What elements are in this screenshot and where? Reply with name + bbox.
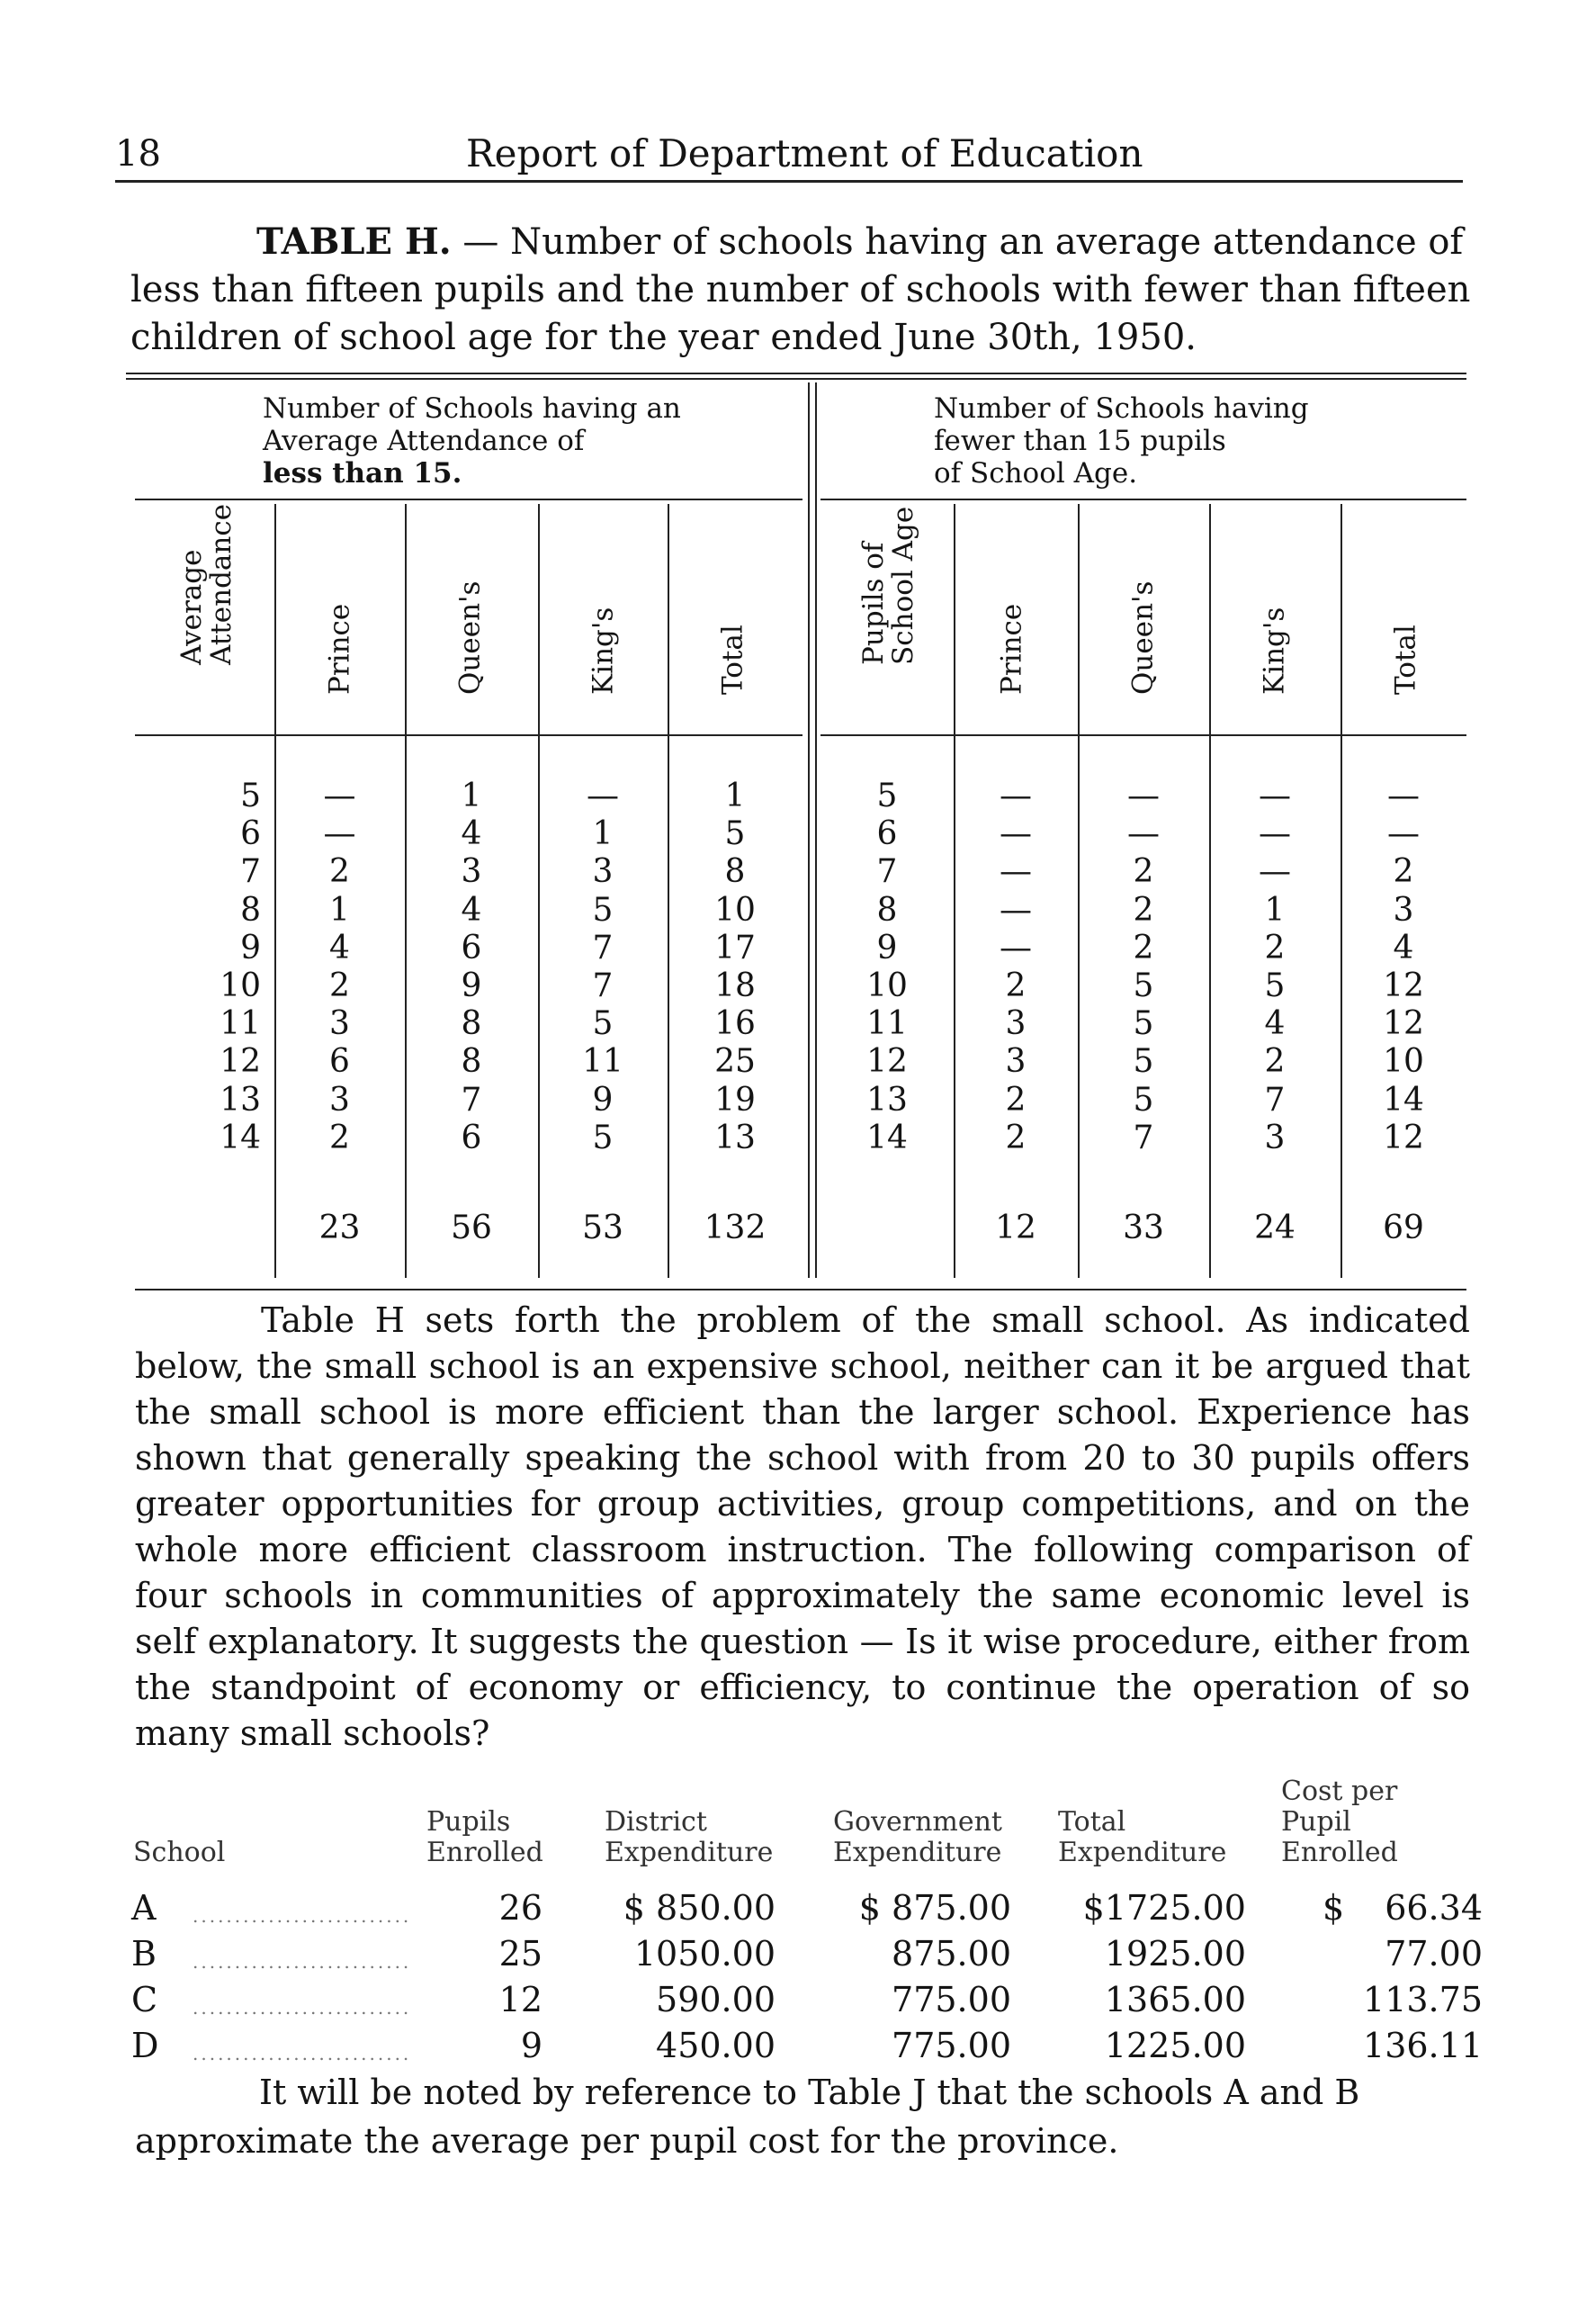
- cell-pupils-school-age: 7: [876, 853, 898, 890]
- cell-queens-2: 5: [1133, 1005, 1154, 1042]
- cell-kings: 5: [592, 1120, 614, 1156]
- cost-cell-total: 1925.00: [1104, 1934, 1246, 1974]
- cost-header-cost-2: Pupil: [1281, 1806, 1351, 1838]
- cost-cell-school: D: [131, 2026, 159, 2065]
- col-divider: [1078, 504, 1080, 1278]
- cell-prince-2: —: [1000, 892, 1032, 929]
- cell-prince-2: —: [1000, 930, 1032, 967]
- cell-total-2: 10: [1383, 1043, 1424, 1080]
- cost-cell-district: $ 850.00: [623, 1888, 776, 1928]
- cell-kings-2: 5: [1264, 967, 1286, 1004]
- cell-pupils-school-age: 14: [866, 1120, 908, 1156]
- table-bottom-rule: [135, 1289, 1466, 1290]
- group-divider: [808, 382, 810, 1278]
- cell-total: 8: [724, 853, 746, 890]
- left-group-line2: Average Attendance of: [263, 425, 585, 457]
- col-header-average-attendance: Average Attendance: [175, 503, 238, 665]
- cell-total: 18: [714, 967, 756, 1004]
- cell-queens-2: 2: [1133, 853, 1154, 890]
- cost-cell-cost-per-pupil: 136.11: [1363, 2026, 1483, 2065]
- cell-kings-2: —: [1259, 853, 1291, 890]
- col-divider: [405, 504, 407, 1278]
- cell-queens-2: 7: [1133, 1120, 1154, 1156]
- cell-prince-2: 2: [1005, 967, 1027, 1004]
- cell-queens: 7: [461, 1082, 482, 1119]
- cell-kings-2: 3: [1264, 1120, 1286, 1156]
- col-divider: [1340, 504, 1342, 1278]
- cell-average-attendance: 6: [240, 815, 261, 852]
- cell-total-2: 3: [1393, 892, 1414, 929]
- leader-dots: ..........................: [193, 1997, 412, 2019]
- cell-kings: 5: [592, 892, 614, 929]
- total-kings-2: 24: [1254, 1209, 1296, 1246]
- col-divider: [274, 504, 276, 1278]
- cell-kings-2: —: [1259, 778, 1291, 814]
- cell-queens: 6: [461, 930, 482, 967]
- right-group-header: [934, 392, 1309, 490]
- cell-prince: 4: [329, 930, 350, 967]
- leader-dots: ..........................: [193, 1905, 412, 1927]
- cell-total-2: 14: [1383, 1082, 1424, 1119]
- cell-queens-2: 2: [1133, 892, 1154, 929]
- col-divider: [668, 504, 669, 1278]
- total-queens: 56: [451, 1209, 492, 1246]
- cell-pupils-school-age: 11: [866, 1005, 908, 1042]
- cell-queens-2: 5: [1133, 1082, 1154, 1119]
- cost-cell-total: 1365.00: [1104, 1980, 1246, 2019]
- total-prince-2: 12: [995, 1209, 1036, 1246]
- cell-queens: 8: [461, 1005, 482, 1042]
- cell-total-2: 12: [1383, 1120, 1424, 1156]
- page-number: 18: [115, 133, 161, 175]
- cell-kings-2: 7: [1264, 1082, 1286, 1119]
- cell-kings: 3: [592, 853, 614, 890]
- cost-cell-district: 590.00: [656, 1980, 776, 2019]
- cost-cell-cost-per-pupil: 113.75: [1363, 1980, 1483, 2019]
- cell-kings: 5: [592, 1005, 614, 1042]
- cell-queens-2: 5: [1133, 1043, 1154, 1080]
- cell-queens-2: 2: [1133, 930, 1154, 967]
- cost-header-cost-1: Cost per: [1281, 1776, 1398, 1807]
- cell-kings: 9: [592, 1082, 614, 1119]
- col-divider: [538, 504, 540, 1278]
- cell-pupils-school-age: 10: [866, 967, 908, 1004]
- closing-paragraph: [135, 2068, 1470, 2165]
- cell-queens-2: 5: [1133, 967, 1154, 1004]
- caption-label: TABLE H.: [256, 220, 452, 263]
- cell-total-2: 12: [1383, 967, 1424, 1004]
- cell-average-attendance: 12: [220, 1043, 261, 1080]
- cell-kings: 7: [592, 930, 614, 967]
- cell-total: 17: [714, 930, 756, 967]
- cost-header-cost-per-pupil: [1281, 1776, 1398, 1868]
- table-top-rule: [126, 373, 1466, 374]
- col-header-pupils-school-age: Pupils of School Age: [856, 506, 919, 665]
- cost-cell-district: 1050.00: [633, 1934, 776, 1974]
- cell-pupils-school-age: 12: [866, 1043, 908, 1080]
- left-group-line1: Number of Schools having an: [263, 392, 681, 425]
- cost-cell-government: $ 875.00: [858, 1888, 1011, 1928]
- cost-header-pupils: [426, 1807, 543, 1868]
- cell-pupils-school-age: 5: [876, 778, 898, 814]
- right-group-line2: fewer than 15 pupils: [934, 425, 1226, 457]
- cell-kings: 1: [592, 815, 614, 852]
- body-paragraph-text: Table H sets forth the problem of the small school. As indicated below, the small school is an expensive school, neither can it be argued that the small school is more efficient than the larger school. Experience has shown that generally speaking the school with from 20 to 30 pupils offers greater opportunities for group activities, group competitions, and on the whole more efficient classroom instruction. The following comparison of four schools in communities of approximately the same economic level is self explanatory. It suggests the question — Is it wise procedure, either from the standpoint of economy or efficiency, to continue the operation of so many small schools?: [135, 1300, 1470, 1753]
- col-header-kings: King's: [587, 607, 619, 695]
- header-rule: [115, 180, 1463, 183]
- col-divider: [1209, 504, 1211, 1278]
- col-header-total: Total: [716, 625, 749, 695]
- cost-header-school: School: [133, 1837, 226, 1868]
- cost-header-total-2: Expenditure: [1058, 1837, 1227, 1868]
- cell-kings-2: 4: [1264, 1005, 1286, 1042]
- col-header-queens: Queen's: [453, 580, 486, 695]
- cell-total-2: 12: [1383, 1005, 1424, 1042]
- cell-prince: —: [323, 815, 356, 852]
- total-prince: 23: [318, 1209, 361, 1246]
- cell-total: 5: [724, 815, 746, 852]
- cost-cell-cost-per-pupil: 66.34: [1385, 1888, 1483, 1928]
- cell-queens: 4: [461, 815, 482, 852]
- cell-pupils-school-age: 8: [876, 892, 898, 929]
- cell-total-2: 2: [1393, 853, 1414, 890]
- cell-prince: 6: [329, 1043, 350, 1080]
- cell-average-attendance: 7: [240, 853, 261, 890]
- cost-header-total-1: Total: [1058, 1806, 1126, 1838]
- cell-total: 1: [724, 778, 746, 814]
- cell-kings-2: 2: [1264, 1043, 1286, 1080]
- cell-queens: 3: [461, 853, 482, 890]
- cell-pupils-school-age: 13: [866, 1082, 908, 1119]
- cost-header-district-2: Expenditure: [605, 1837, 774, 1868]
- cell-average-attendance: 10: [220, 967, 261, 1004]
- cell-kings-2: 2: [1264, 930, 1286, 967]
- cell-average-attendance: 14: [220, 1120, 261, 1156]
- table-caption: [130, 218, 1471, 362]
- total-total-2: 69: [1383, 1209, 1424, 1246]
- cell-average-attendance: 13: [220, 1082, 261, 1119]
- cell-prince-2: 3: [1005, 1005, 1027, 1042]
- closing-paragraph-text: It will be noted by reference to Table J that the schools A and B approximate the average per pupil cost for the province.: [135, 2073, 1360, 2161]
- cell-prince-2: —: [1000, 853, 1032, 890]
- cost-header-cost-3: Enrolled: [1281, 1837, 1398, 1868]
- cell-queens: 6: [461, 1120, 482, 1156]
- cost-header-pupils-1: Pupils: [426, 1806, 511, 1838]
- cell-average-attendance: 9: [240, 930, 261, 967]
- cell-prince: 2: [329, 1120, 350, 1156]
- cell-prince: —: [323, 778, 356, 814]
- cell-prince: 3: [329, 1082, 350, 1119]
- cell-kings-2: —: [1259, 815, 1291, 852]
- cell-total: 13: [714, 1120, 756, 1156]
- cell-average-attendance: 8: [240, 892, 261, 929]
- table-top-rule-2: [126, 378, 1466, 380]
- total-queens-2: 33: [1123, 1209, 1164, 1246]
- cost-header-district: [605, 1807, 773, 1868]
- col-header-queens-2: Queen's: [1126, 580, 1159, 695]
- right-group-line3: of School Age.: [934, 457, 1138, 490]
- cell-total: 16: [714, 1005, 756, 1042]
- cell-average-attendance: 11: [220, 1005, 261, 1042]
- cell-prince: 2: [329, 853, 350, 890]
- cost-cell-pupils: 25: [498, 1934, 542, 1974]
- group-divider-2: [815, 382, 817, 1278]
- cost-header-pupils-2: Enrolled: [426, 1837, 543, 1868]
- cell-kings: —: [587, 778, 619, 814]
- left-header-bottom-rule: [135, 734, 802, 736]
- cost-cell-pupils: 26: [498, 1888, 542, 1928]
- cell-prince-2: 2: [1005, 1120, 1027, 1156]
- leader-dots: ..........................: [193, 2043, 412, 2064]
- cell-total: 25: [714, 1043, 756, 1080]
- total-kings: 53: [582, 1209, 623, 1246]
- cell-queens-2: —: [1127, 778, 1160, 814]
- cost-cell-cost-per-pupil: 77.00: [1385, 1934, 1483, 1974]
- cost-cell-pupils: 12: [498, 1980, 542, 2019]
- cost-header-govt-2: Expenditure: [833, 1837, 1002, 1868]
- cell-total: 10: [714, 892, 756, 929]
- cost-cell-school: B: [131, 1934, 157, 1974]
- cell-prince-2: 3: [1005, 1043, 1027, 1080]
- cost-cell-government: 775.00: [892, 2026, 1011, 2065]
- right-group-line1: Number of Schools having: [934, 392, 1309, 425]
- cost-cell-pupils: 9: [520, 2026, 542, 2065]
- cost-cell-school: A: [131, 1888, 157, 1928]
- running-title: Report of Department of Education: [466, 131, 1143, 175]
- cost-cell-total: $1725.00: [1082, 1888, 1246, 1928]
- total-total: 132: [704, 1209, 767, 1246]
- cell-pupils-school-age: 6: [876, 815, 898, 852]
- cell-prince: 2: [329, 967, 350, 1004]
- cost-cell-government: 775.00: [892, 1980, 1011, 2019]
- cell-pupils-school-age: 9: [876, 930, 898, 967]
- cell-prince: 3: [329, 1005, 350, 1042]
- cell-total-2: 4: [1393, 930, 1414, 967]
- cell-queens: 8: [461, 1043, 482, 1080]
- left-group-header: [263, 392, 681, 490]
- cost-header-district-1: District: [605, 1806, 707, 1838]
- cell-total-2: —: [1387, 778, 1420, 814]
- cost-header-total: [1058, 1807, 1226, 1868]
- cell-average-attendance: 5: [240, 778, 261, 814]
- cost-cell-currency-symbol: $: [1323, 1888, 1345, 1928]
- cell-prince-2: —: [1000, 778, 1032, 814]
- col-header-prince-2: Prince: [995, 603, 1027, 695]
- body-paragraph: [135, 1298, 1470, 1757]
- col-header-kings-2: King's: [1258, 607, 1290, 695]
- cell-prince-2: —: [1000, 815, 1032, 852]
- cell-total-2: —: [1387, 815, 1420, 852]
- cost-header-govt-1: Government: [833, 1806, 1002, 1838]
- cell-kings: 7: [592, 967, 614, 1004]
- col-header-prince: Prince: [323, 603, 355, 695]
- cell-queens-2: —: [1127, 815, 1160, 852]
- cell-queens: 4: [461, 892, 482, 929]
- right-header-bottom-rule: [820, 734, 1466, 736]
- cost-cell-government: 875.00: [892, 1934, 1011, 1974]
- cell-prince-2: 2: [1005, 1082, 1027, 1119]
- cost-header-government: [833, 1807, 1002, 1868]
- cell-kings-2: 1: [1264, 892, 1286, 929]
- col-header-total-2: Total: [1389, 625, 1421, 695]
- cell-queens: 9: [461, 967, 482, 1004]
- col-divider: [954, 504, 955, 1278]
- caption-text: — Number of schools having an average attendance of less than fifteen pupils and the number of schools with fewer than fifteen children of school age for the year ended June 30th, 1950.: [130, 221, 1471, 358]
- cell-total: 19: [714, 1082, 756, 1119]
- cost-cell-total: 1225.00: [1104, 2026, 1246, 2065]
- cost-cell-school: C: [131, 1980, 158, 2019]
- left-group-line3: less than 15.: [263, 457, 462, 490]
- cell-prince: 1: [329, 892, 350, 929]
- leader-dots: ..........................: [193, 1951, 412, 1973]
- cell-kings: 11: [582, 1043, 623, 1080]
- cost-cell-district: 450.00: [656, 2026, 776, 2065]
- cell-queens: 1: [461, 778, 482, 814]
